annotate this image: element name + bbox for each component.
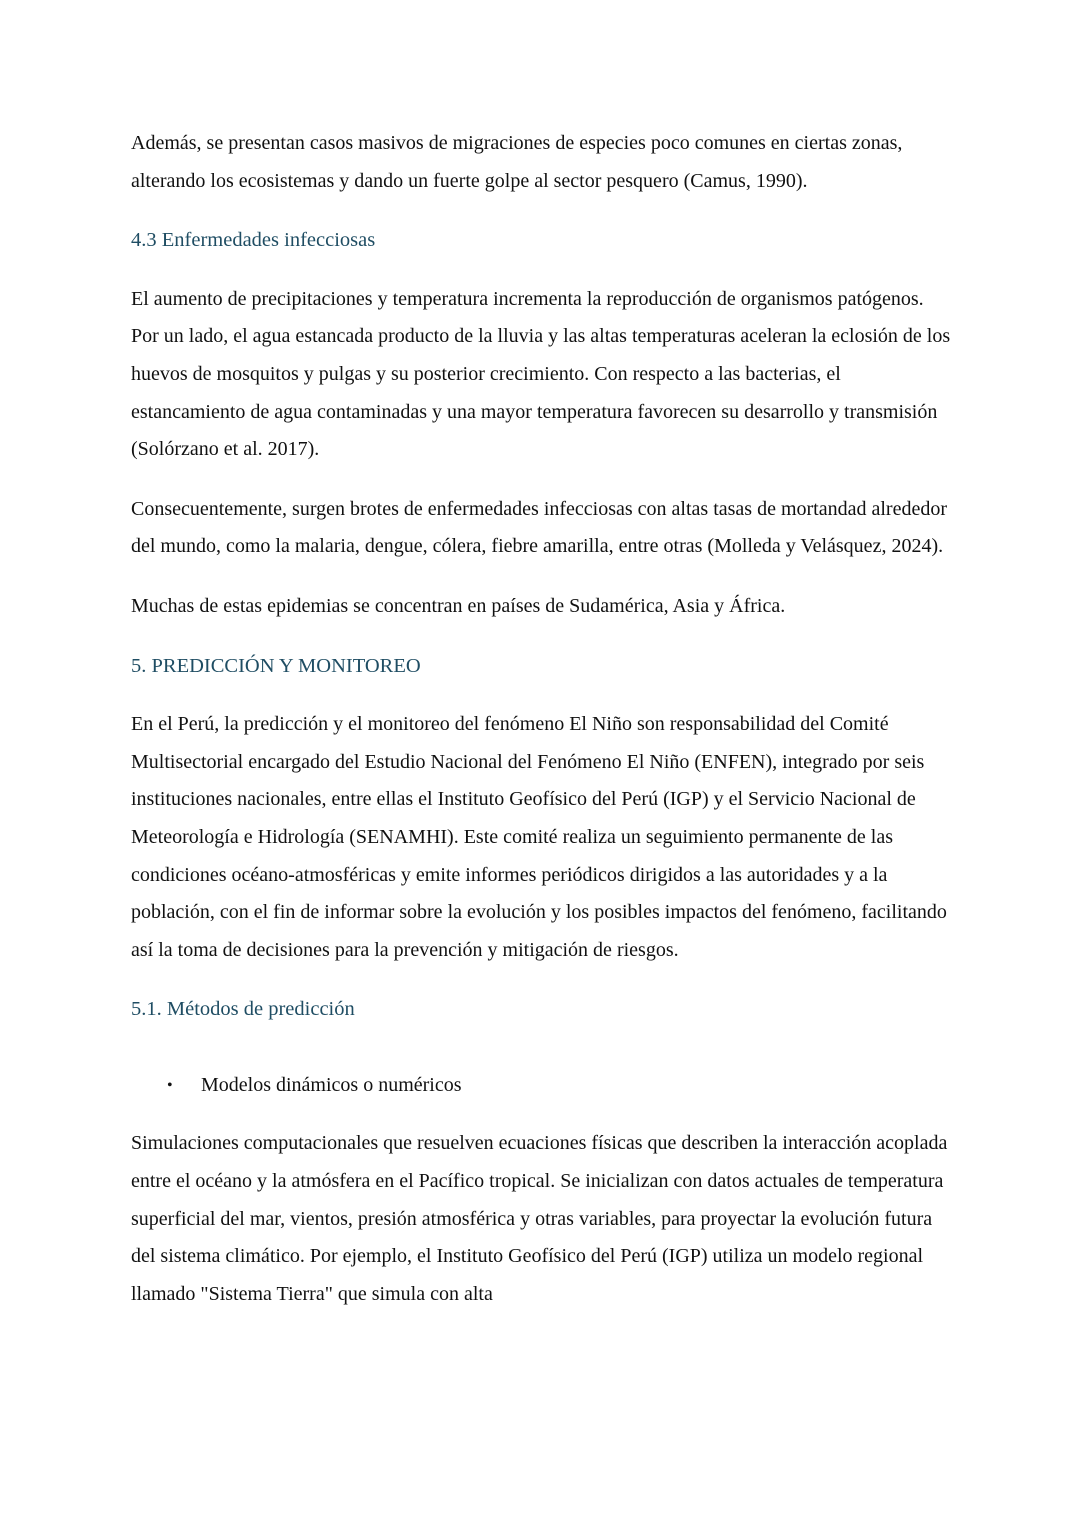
bullet-icon: •: [167, 1076, 173, 1094]
paragraph-pathogen-reproduction: El aumento de precipitaciones y temperatura incrementa la reproducción de organismos patógenos. Por un lado, el agua estancada producto de la lluvia y las altas temperaturas aceleran la eclosión de los huevos de mosquitos y pulgas y su posterior crecimiento. Con respecto a las bacterias, el estancamiento de agua contaminadas y una mayor temperatura favorecen su desarrollo y transmisión (Solórzano et al. 2017).: [131, 287, 951, 461]
list-item-label: Modelos dinámicos o numéricos: [201, 1073, 462, 1096]
paragraph-epidemic-regions: Muchas de estas epidemias se concentran en países de Sudamérica, Asia y África.: [131, 594, 786, 617]
heading-infectious-diseases: 4.3 Enfermedades infecciosas: [131, 229, 376, 252]
paragraph-species-migration: Además, se presentan casos masivos de migraciones de especies poco comunes en ciertas zonas, alterando los ecosistemas y dando un fuerte golpe al sector pesquero (Camus, 1990).: [131, 132, 903, 192]
paragraph-numerical-simulations: Simulaciones computacionales que resuelven ecuaciones físicas que describen la interacción acoplada entre el océano y la atmósfera en el Pacífico tropical. Se inicializan con datos actuales de temperatura superficial del mar, vientos, presión atmosférica y otras variables, para proyectar la evolución futura del sistema climático. Por ejemplo, el Instituto Geofísico del Perú (IGP) utiliza un modelo regional llamado "Sistema Tierra" que simula con alta: [131, 1132, 948, 1305]
paragraph-enfen-committee: En el Perú, la predicción y el monitoreo del fenómeno El Niño son responsabilidad del Comité Multisectorial encargado del Estudio Nacional del Fenómeno El Niño (ENFEN), integrado por seis instituciones nacionales, entre ellas el Instituto Geofísico del Perú (IGP) y el Servicio Nacional de Meteorología e Hidrología (SENAMHI). Este comité realiza un seguimiento permanente de las condiciones océano-atmosféricas y emite informes periódicos dirigidos a las autoridades y a la población, con el fin de informar sobre la evolución y los posibles impactos del fenómeno, facilitando así la toma de decisiones para la prevención y mitigación de riesgos.: [131, 713, 947, 961]
list-item-dynamic-models: [131, 1067, 951, 1105]
methods-list: [131, 1067, 951, 1105]
heading-prediction-monitoring: 5. PREDICCIÓN Y MONITOREO: [131, 654, 421, 677]
document-page: [131, 125, 951, 1335]
paragraph-disease-outbreaks: Consecuentemente, surgen brotes de enfermedades infecciosas con altas tasas de mortandad alrededor del mundo, como la malaria, dengue, cólera, fiebre amarilla, entre otras (Molleda y Velásquez, 2024).: [131, 497, 947, 558]
heading-prediction-methods: 5.1. Métodos de predicción: [131, 998, 355, 1021]
